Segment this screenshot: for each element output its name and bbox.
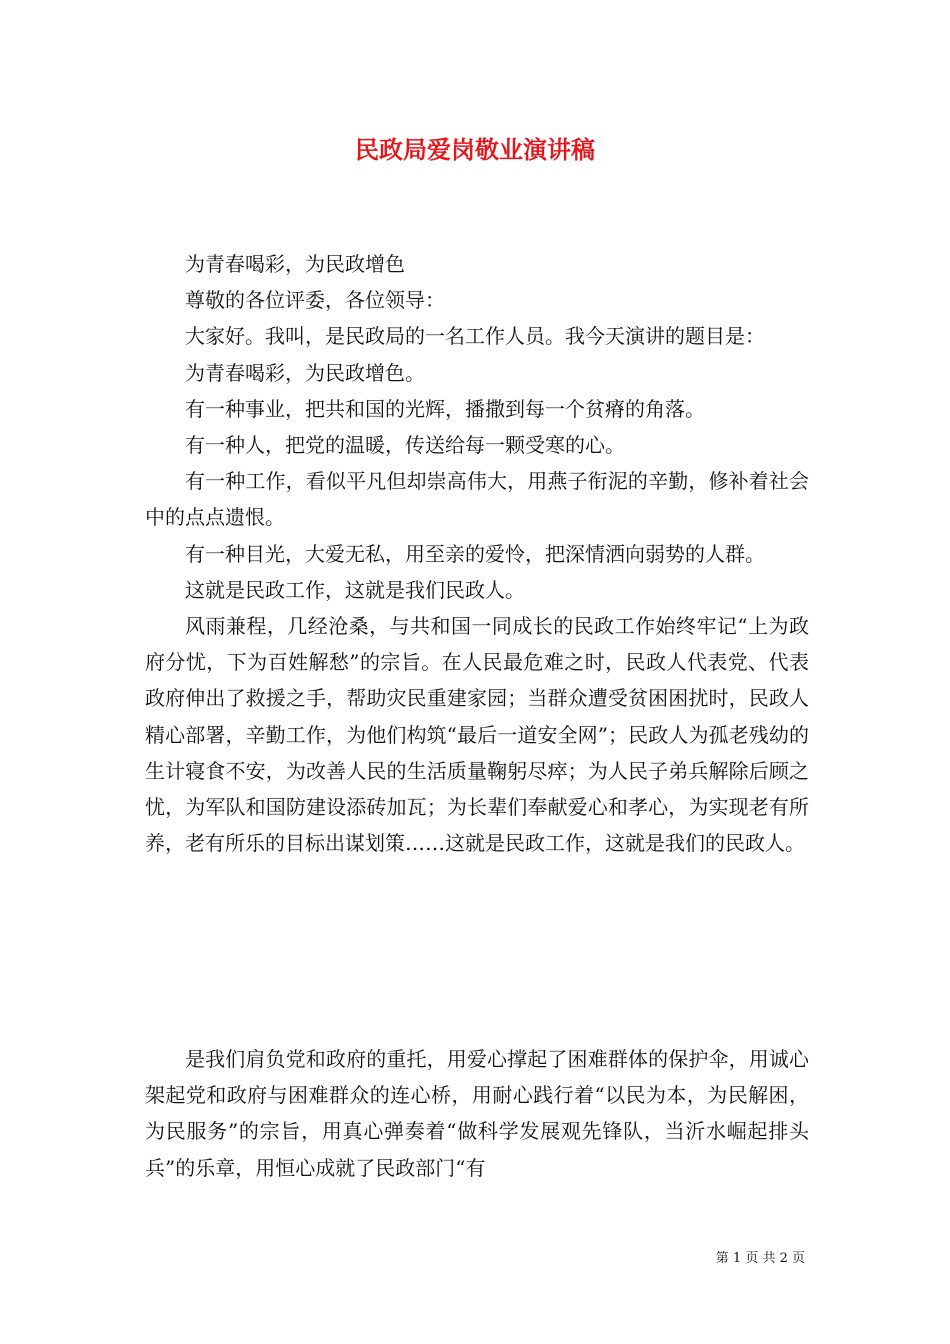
paragraph-8: 有一种目光，大爱无私，用至亲的爱怜，把深情洒向弱势的人群。 [185,541,765,566]
paragraph-11: 是我们肩负党和政府的重托，用爱心撑起了困难群体的保护伞，用诚心架起党和政府与困难群众的连心桥，用耐心践行着“以民为本，为民解困，为民服务”的宗旨，用真心弹奏着“做科学发展观先锋队，当沂水崛起排头兵”的乐章，用恒心成就了民政部门“有 [145,1047,809,1180]
paragraph-6: 有一种人，把党的温暖，传送给每一颗受寒的心。 [185,433,625,458]
paragraph-2: 尊敬的各位评委，各位领导： [185,288,445,313]
paragraph-4: 为青春喝彩，为民政增色。 [185,360,425,385]
document-title: 民政局爱岗敬业演讲稿 [355,135,595,164]
paragraph-9: 这就是民政工作，这就是我们民政人。 [185,577,525,602]
paragraph-3: 大家好。我叫，是民政局的一名工作人员。我今天演讲的题目是： [185,324,765,349]
paragraph-5: 有一种事业，把共和国的光辉，播撒到每一个贫瘠的角落。 [185,396,705,421]
paragraph-7: 有一种工作，看似平凡但却崇高伟大，用燕子衔泥的辛勤，修补着社会中的点点遗恨。 [145,469,809,530]
page-number-footer: 第 1 页 共 2 页 [715,1251,805,1266]
paragraph-1: 为青春喝彩，为民政增色 [185,252,405,276]
document-body [145,246,809,861]
document-body-continued [145,1041,809,1186]
paragraph-10: 风雨兼程，几经沧桑，与共和国一同成长的民政工作始终牢记“上为政府分忧，下为百姓解愁”的宗旨。在人民最危难之时，民政人代表党、代表政府伸出了救援之手，帮助灾民重建家园；当群众遭受贫困困扰时，民政人精心部署，辛勤工作，为他们构筑“最后一道安全网”；民政人为孤老残幼的生计寝食不安，为改善人民的生活质量鞠躬尽瘁；为人民子弟兵解除后顾之忧，为军队和国防建设添砖加瓦；为长辈们奉献爱心和孝心，为实现老有所养，老有所乐的目标出谋划策……这就是民政工作，这就是我们的民政人。 [145,614,809,856]
